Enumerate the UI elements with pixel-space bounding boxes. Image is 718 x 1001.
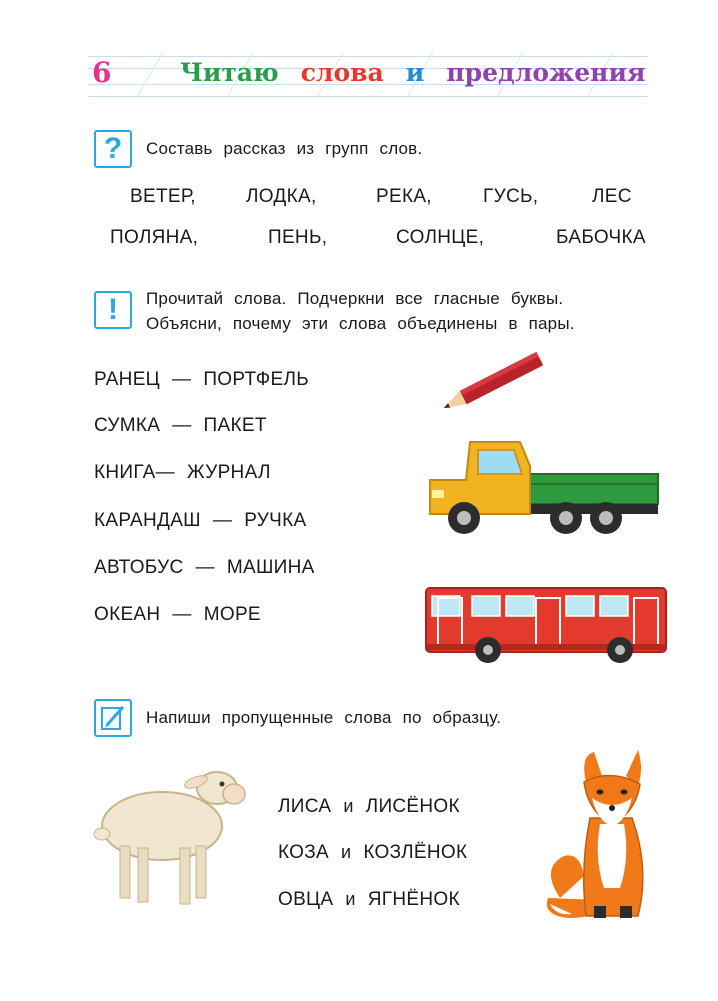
word-pair xyxy=(94,510,306,532)
ruled-line xyxy=(88,96,648,97)
pencil-write-icon xyxy=(94,699,132,737)
fox-illustration xyxy=(540,748,664,924)
title-word: предложения xyxy=(446,58,646,87)
word-pair xyxy=(94,557,315,579)
pencil-illustration xyxy=(430,350,552,418)
dash: — xyxy=(195,557,215,578)
word: ЖУРНАЛ xyxy=(186,462,271,483)
title-word: Читаю xyxy=(180,58,279,87)
title-word: слова xyxy=(300,58,384,87)
word: МОРЕ xyxy=(203,604,261,625)
lamb-illustration xyxy=(92,756,254,920)
ruled-slant xyxy=(137,52,163,96)
word: ОКЕАН xyxy=(94,604,161,625)
word: ЛИСА xyxy=(278,796,332,817)
word-pair xyxy=(278,889,460,911)
word: РЕКА, xyxy=(376,186,432,207)
word: РУЧКА xyxy=(244,510,307,531)
word: ПЕНЬ, xyxy=(268,227,328,248)
title-word: и xyxy=(405,58,425,87)
word: АВТОБУС xyxy=(94,557,184,578)
task2-instruction-line1: Прочитай слова. Подчеркни все гласные буквы. xyxy=(146,289,564,308)
word: ПОРТФЕЛЬ xyxy=(203,369,310,390)
page-number: 6 xyxy=(92,56,112,89)
conjunction: и xyxy=(345,889,356,909)
truck-illustration xyxy=(426,436,660,540)
word: ЯГНЁНОК xyxy=(367,889,460,910)
word-pair xyxy=(94,415,267,437)
word: ЛЕС xyxy=(592,186,632,207)
dash: — xyxy=(212,510,233,531)
dash: — xyxy=(172,415,192,436)
dash: — xyxy=(155,462,175,483)
word-pair xyxy=(94,369,309,391)
word-pair xyxy=(94,462,271,484)
word: ПАКЕТ xyxy=(203,415,267,436)
conjunction: и xyxy=(343,796,354,816)
word: КАРАНДАШ xyxy=(94,510,201,531)
word: СОЛНЦЕ, xyxy=(396,227,485,248)
word: РАНЕЦ xyxy=(94,369,161,390)
word: МАШИНА xyxy=(226,557,315,578)
word: ВЕТЕР, xyxy=(130,186,196,207)
conjunction: и xyxy=(340,842,352,862)
word-pair xyxy=(278,842,467,864)
bus-illustration xyxy=(424,586,668,666)
dash: — xyxy=(172,369,192,390)
exclamation-mark-icon: ! xyxy=(94,291,132,329)
pencil-write-glyph xyxy=(98,703,128,733)
word: ОВЦА xyxy=(278,889,334,910)
task1-instruction: Составь рассказ из групп слов. xyxy=(146,139,423,158)
word: ПОЛЯНА, xyxy=(110,227,199,248)
dash: — xyxy=(172,604,192,625)
word: СУМКА xyxy=(94,415,161,436)
word: БАБОЧКА xyxy=(556,227,646,248)
word: КОЗЛЁНОК xyxy=(363,842,468,863)
word-pair xyxy=(94,604,261,626)
word: КНИГА xyxy=(94,462,156,483)
word: ГУСЬ, xyxy=(483,186,539,207)
question-mark-icon: ? xyxy=(94,130,132,168)
word: ЛОДКА, xyxy=(246,186,317,207)
word: КОЗА xyxy=(278,842,329,863)
task3-instruction: Напиши пропущенные слова по образцу. xyxy=(146,708,502,727)
page-title xyxy=(180,58,667,87)
word-pair xyxy=(278,796,460,818)
ruled-line xyxy=(88,56,648,57)
task2-instruction-line2: Объясни, почему эти слова объединены в пары. xyxy=(146,314,575,333)
word: ЛИСЁНОК xyxy=(365,796,460,817)
